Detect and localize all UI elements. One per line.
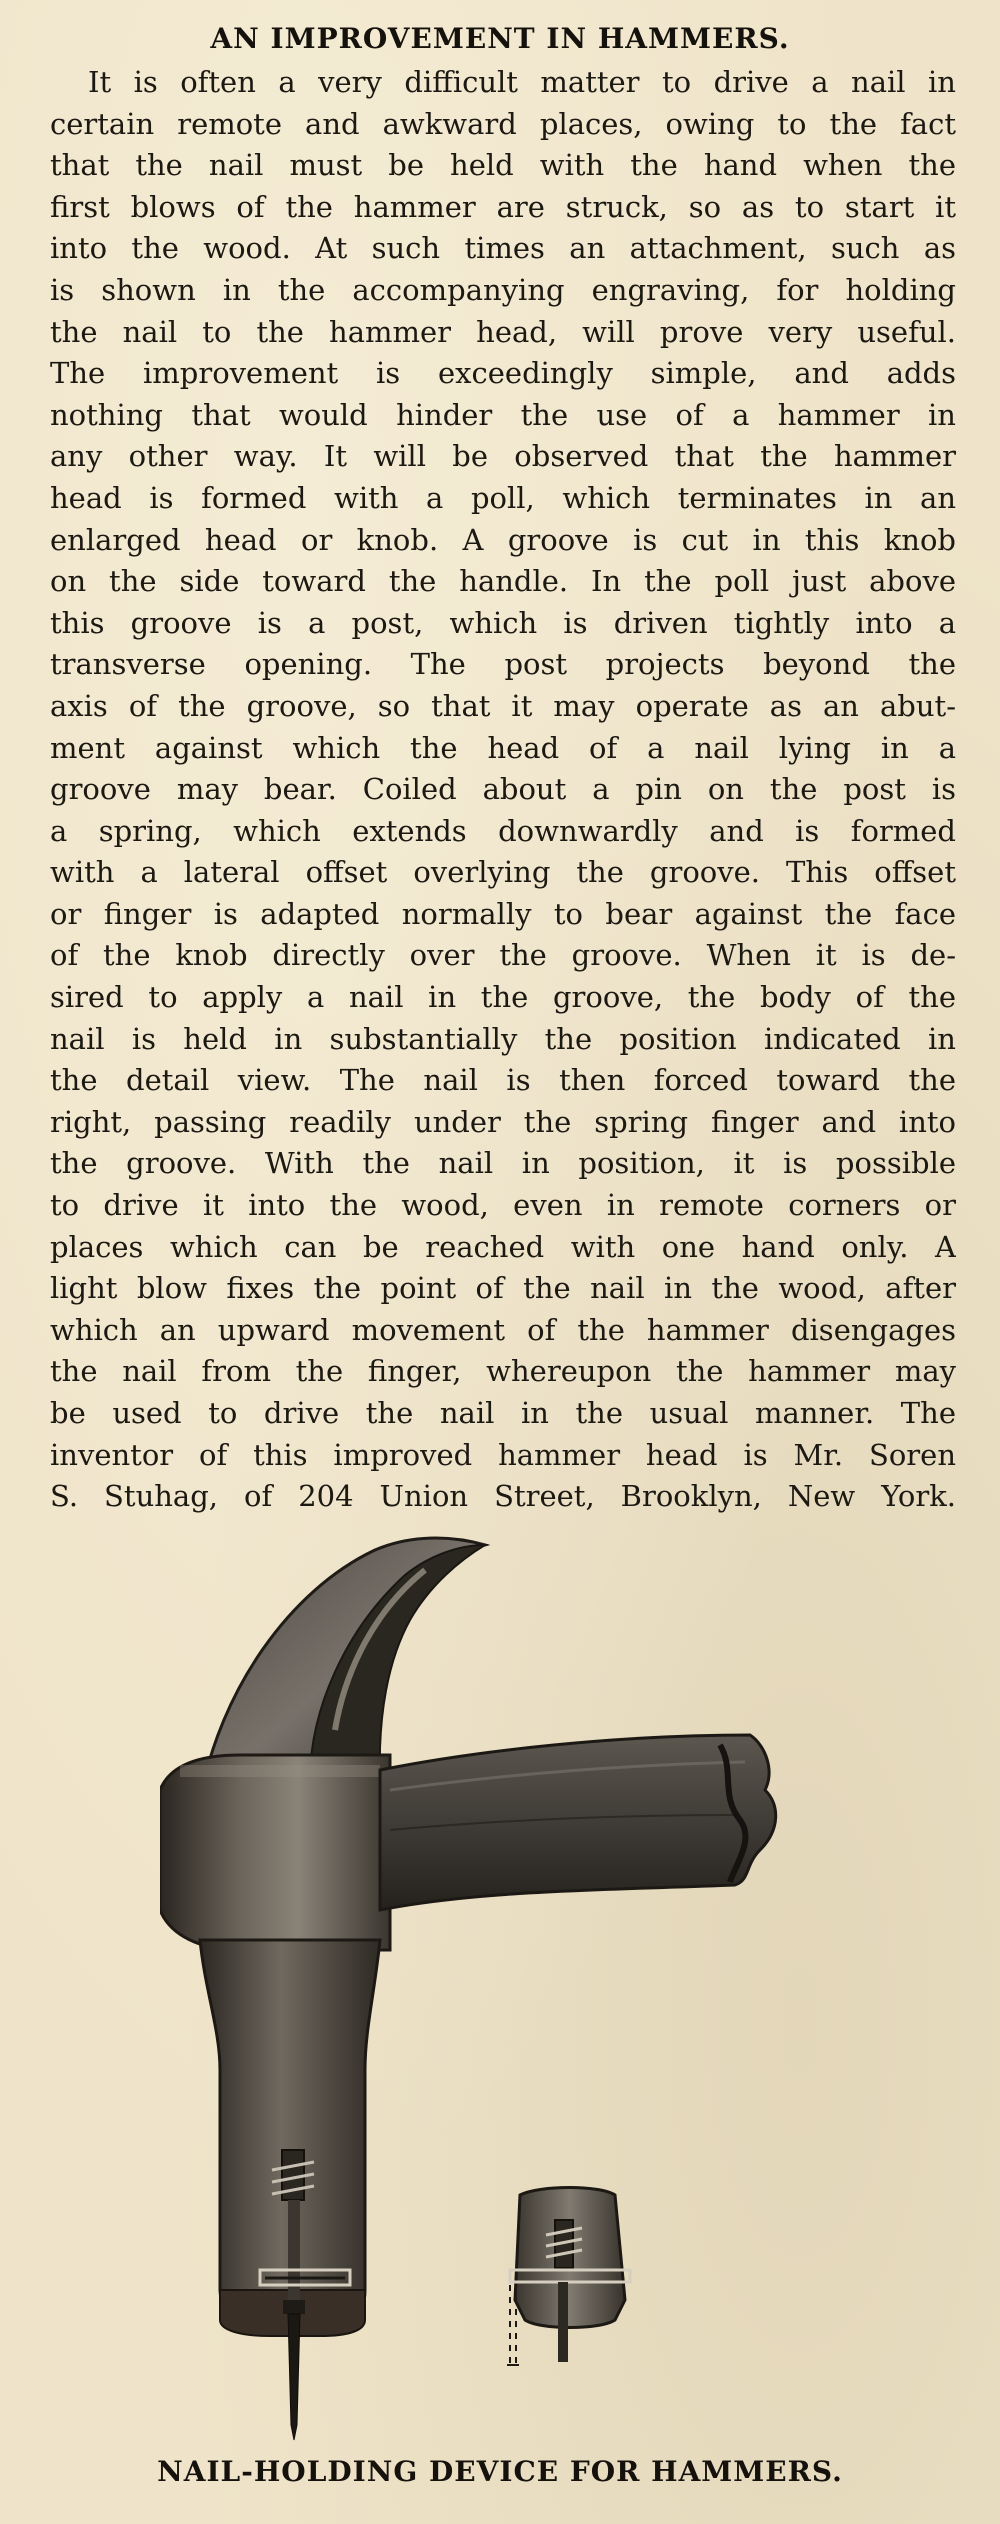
article-line: places which can be reached with one hand only. A <box>50 1229 956 1264</box>
article-line: nothing that would hinder the use of a hammer in <box>50 397 956 432</box>
hammer-head <box>160 1755 390 1950</box>
article-line: the nail from the finger, whereupon the hammer may <box>50 1354 956 1389</box>
article-line: It is often a very difficult matter to drive a nail in <box>88 65 956 99</box>
article-line: that the nail must be held with the hand when the <box>50 148 956 183</box>
hammer-engraving <box>160 1530 860 2450</box>
article-line: on the side toward the handle. In the poll just above <box>50 564 956 599</box>
article-line: groove may bear. Coiled about a pin on the post is <box>50 772 956 807</box>
article-line: is shown in the accompanying engraving, for holding <box>50 272 956 307</box>
article-line: sired to apply a nail in the groove, the body of the <box>50 980 956 1015</box>
article-line: head is formed with a poll, which terminates in an <box>50 480 956 515</box>
figure-caption: NAIL-HOLDING DEVICE FOR HAMMERS. <box>157 2455 843 2488</box>
article-line: or finger is adapted normally to bear against the face <box>50 896 956 931</box>
article-line: the detail view. The nail is then forced toward the <box>50 1063 956 1098</box>
article-line: right, passing readily under the spring finger and into <box>50 1104 956 1139</box>
article-line: with a lateral offset overlying the groove. This offset <box>50 855 956 890</box>
hammer-illustration <box>160 1530 860 2450</box>
article-line: The improvement is exceedingly simple, and adds <box>50 356 956 391</box>
article-line: enlarged head or knob. A groove is cut in this knob <box>50 522 956 557</box>
article-line: certain remote and awkward places, owing to the fact <box>50 106 956 141</box>
article-line: be used to drive the nail in the usual manner. The <box>50 1396 956 1430</box>
article-line: first blows of the hammer are struck, so as to start it <box>50 189 956 224</box>
article-line: nail is held in substantially the position indicated in <box>50 1021 956 1056</box>
article-line: inventor of this improved hammer head is Mr. Soren <box>50 1437 956 1472</box>
article-line: which an upward movement of the hammer disengages <box>50 1312 956 1347</box>
article-line: the groove. With the nail in position, it is possible <box>50 1146 956 1181</box>
article-line: of the knob directly over the groove. When it is de- <box>50 938 956 973</box>
article-line: S. Stuhag, of 204 Union Street, Brooklyn, New York. <box>50 1479 956 1514</box>
article-line: any other way. It will be observed that the hammer <box>50 439 956 474</box>
article-title: AN IMPROVEMENT IN HAMMERS. <box>210 22 790 55</box>
article-line: to drive it into the wood, even in remote corners or <box>50 1188 956 1223</box>
article-body <box>50 62 956 1518</box>
article-line: axis of the groove, so that it may operate as an abut- <box>50 688 956 723</box>
article-line: ment against which the head of a nail lying in a <box>50 730 956 765</box>
detail-view <box>507 2188 630 2366</box>
hammer-handle <box>380 1735 776 1910</box>
article-line: transverse opening. The post projects beyond the <box>50 647 956 682</box>
article-line: the nail to the hammer head, will prove very useful. <box>50 314 956 349</box>
article-line: into the wood. At such times an attachment, such as <box>50 231 956 266</box>
article-line: a spring, which extends downwardly and is formed <box>50 813 956 848</box>
article-line: this groove is a post, which is driven tightly into a <box>50 605 956 640</box>
article-line: light blow fixes the point of the nail in the wood, after <box>50 1271 956 1306</box>
